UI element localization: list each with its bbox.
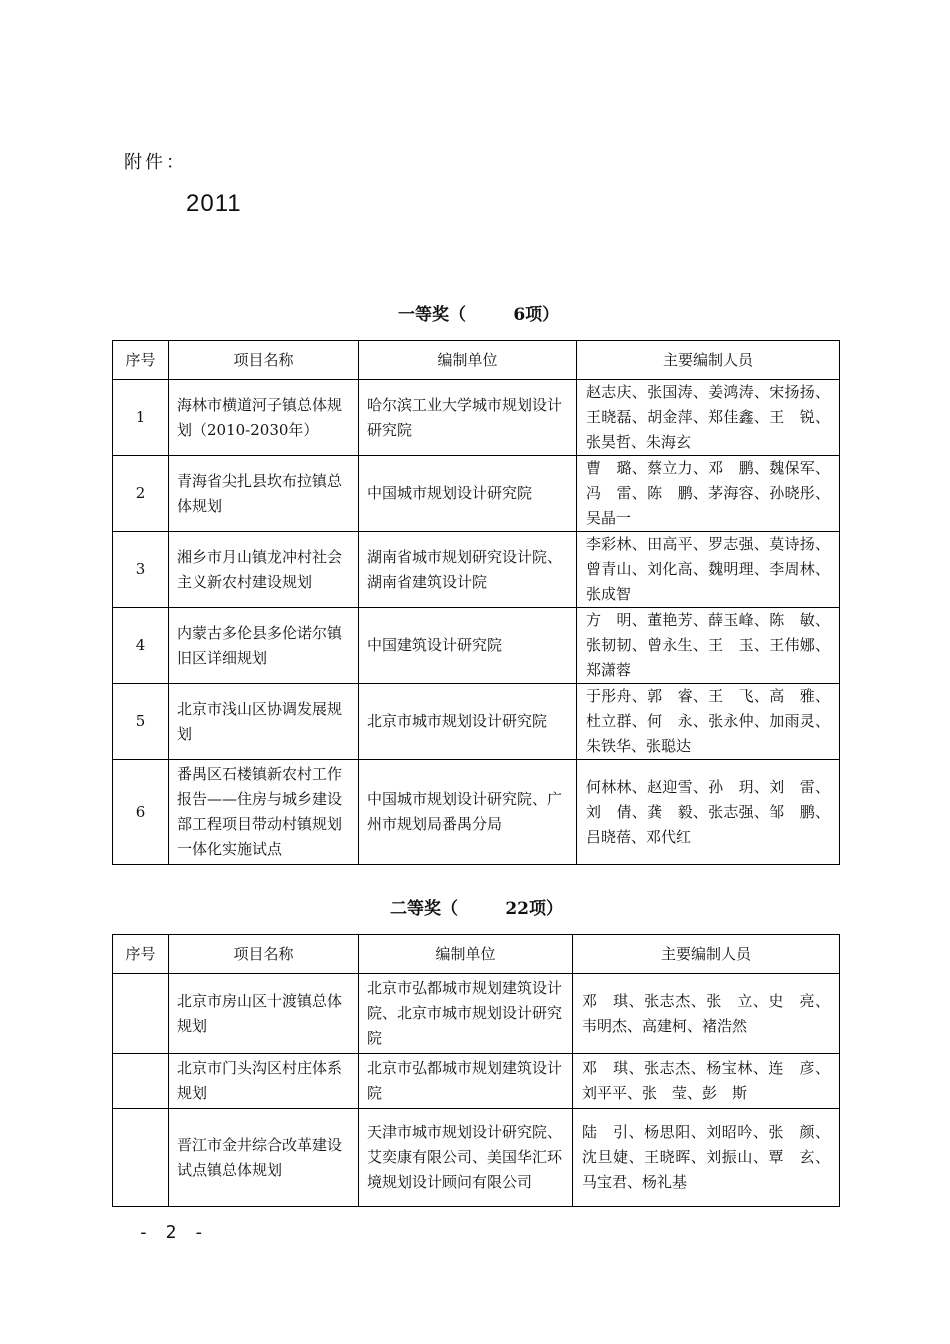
page-number: - 2 - [138,1222,208,1243]
col-header-unit: 编制单位 [359,341,577,380]
people-list: 邓 琪、张志杰、张 立、史 亮、韦明杰、高建柯、褚浩然 [573,974,840,1054]
table-row [113,380,840,456]
table-row [113,1054,840,1109]
row-number: 6 [113,760,169,865]
unit-name: 北京市弘都城市规划建筑设计院 [359,1054,573,1109]
people-list: 何林林、赵迎雪、孙 玥、刘 雷、刘 倩、龚 毅、张志强、邹 鹏、吕晓蓓、邓代红 [577,760,840,865]
project-name: 番禺区石楼镇新农村工作报告——住房与城乡建设部工程项目带动村镇规划一体化实施试点 [169,760,359,865]
unit-name: 中国建筑设计研究院 [359,608,577,684]
table-row [113,1109,840,1207]
first-prize-table [112,340,840,865]
col-header-project-name: 项目名称 [169,935,359,974]
row-number [113,1109,169,1207]
col-header-people: 主要编制人员 [577,341,840,380]
project-name: 北京市房山区十渡镇总体规划 [169,974,359,1054]
row-number [113,1054,169,1109]
second-prize-table [112,934,840,1207]
table-header-row [113,935,840,974]
col-header-number: 序号 [113,935,169,974]
table-header-row [113,341,840,380]
people-list: 方 明、董艳芳、薛玉峰、陈 敏、张韧韧、曾永生、王 玉、王伟娜、郑潇蓉 [577,608,840,684]
project-name: 晋江市金井综合改革建设试点镇总体规划 [169,1109,359,1207]
row-number: 5 [113,684,169,760]
table-row [113,684,840,760]
project-name: 青海省尖扎县坎布拉镇总体规划 [169,456,359,532]
col-header-project-name: 项目名称 [169,341,359,380]
people-list: 曹 璐、蔡立力、邓 鹏、魏保军、冯 雷、陈 鹏、茅海容、孙晓彤、吴晶一 [577,456,840,532]
unit-name: 天津市城市规划设计研究院、艾奕康有限公司、美国华汇环境规划设计顾问有限公司 [359,1109,573,1207]
unit-name: 北京市弘都城市规划建筑设计院、北京市城市规划设计研究院 [359,974,573,1054]
row-number: 1 [113,380,169,456]
people-list: 于彤舟、郭 睿、王 飞、高 雅、杜立群、何 永、张永仲、加雨灵、朱铁华、张聪达 [577,684,840,760]
unit-name: 北京市城市规划设计研究院 [359,684,577,760]
table-row [113,974,840,1054]
unit-name: 湖南省城市规划研究设计院、湖南省建筑设计院 [359,532,577,608]
unit-name: 中国城市规划设计研究院 [359,456,577,532]
unit-name: 哈尔滨工业大学城市规划设计研究院 [359,380,577,456]
section-title-second-prize: 二等奖（ 22项） [390,899,564,919]
row-number [113,974,169,1054]
row-number: 2 [113,456,169,532]
project-name: 湘乡市月山镇龙冲村社会主义新农村建设规划 [169,532,359,608]
people-list: 赵志庆、张国涛、姜鸿涛、宋扬扬、王晓磊、胡金萍、郑佳鑫、王 锐、张昊哲、朱海玄 [577,380,840,456]
unit-name: 中国城市规划设计研究院、广州市规划局番禺分局 [359,760,577,865]
project-name: 海林市横道河子镇总体规划（2010-2030年） [169,380,359,456]
row-number: 3 [113,532,169,608]
project-name: 北京市浅山区协调发展规划 [169,684,359,760]
attachment-label: 附件： [124,152,187,173]
people-list: 邓 琪、张志杰、杨宝林、连 彦、刘平平、张 莹、彭 斯 [573,1054,840,1109]
table-row [113,532,840,608]
col-header-people: 主要编制人员 [573,935,840,974]
project-name: 内蒙古多伦县多伦诺尔镇旧区详细规划 [169,608,359,684]
table-row [113,456,840,532]
section-title-first-prize: 一等奖（ 6项） [398,305,560,325]
people-list: 陆 引、杨思阳、刘昭吟、张 颜、沈旦婕、王晓晖、刘振山、覃 玄、马宝君、杨礼基 [573,1109,840,1207]
people-list: 李彩林、田高平、罗志强、莫诗扬、曾青山、刘化高、魏明理、李周林、张成智 [577,532,840,608]
row-number: 4 [113,608,169,684]
col-header-unit: 编制单位 [359,935,573,974]
table-row [113,760,840,865]
project-name: 北京市门头沟区村庄体系规划 [169,1054,359,1109]
table-row [113,608,840,684]
document-year: 2011 [186,190,242,217]
col-header-number: 序号 [113,341,169,380]
